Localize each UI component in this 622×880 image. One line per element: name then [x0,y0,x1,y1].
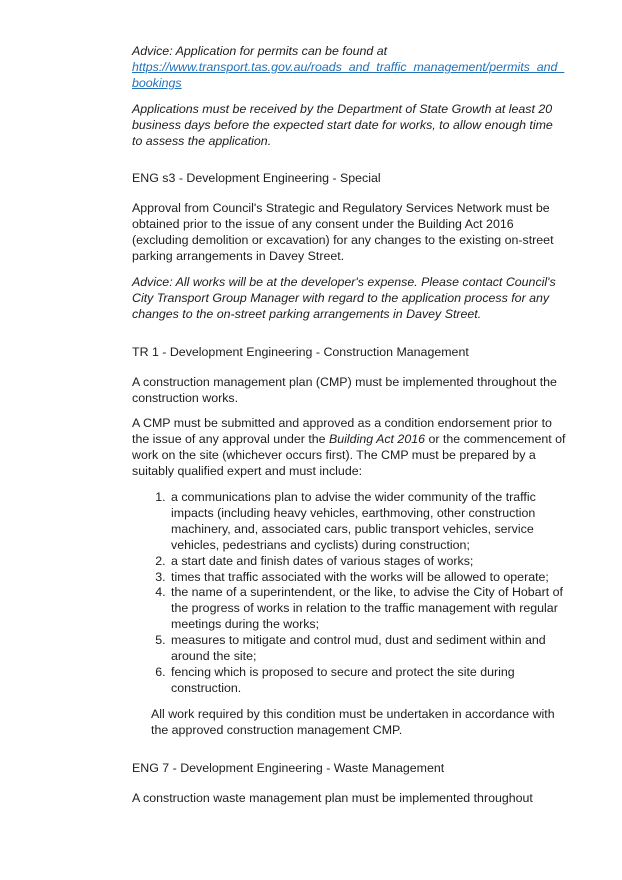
cmp-requirements-list [132,490,566,697]
eng-7-body-paragraph: A construction waste management plan must be implemented throughout [132,790,533,805]
list-item: 5. measures to mitigate and control mud, dust and sediment within and around the site; [169,633,566,665]
heading-eng-7: ENG 7 - Development Engineering - Waste Management [132,760,445,775]
eng-s3-advice-paragraph: Advice: All works will be at the developer's expense. Please contact Council's City Transport Group Manager with regard to the application process for any changes to the on-street parking arrangements in Davey Street. [132,274,556,321]
list-item: 1. a communications plan to advise the wider community of the traffic impacts (including heavy vehicles, earthmoving, other construction machinery, and, associated cars, public transport vehicles, service vehicles, pedestrians and cyclists) during construction; [169,490,566,554]
advice-permits-paragraph [132,44,566,92]
heading-tr-1: TR 1 - Development Engineering - Construction Management [132,344,469,359]
cmp-text-after: or the commencement of work on the site (whichever occurs first). The CMP must be prepared by a suitably qualified expert and must include: [132,432,566,479]
tr-1-closing-paragraph: All work required by this condition must be undertaken in accordance with the approved construction management CMP. [151,706,555,737]
cmp-text-before: A CMP must be submitted and approved as a condition endorsement prior to the issue of any approval under the [132,416,552,447]
permits-link[interactable]: https://www.transport.tas.gov.au/roads_and_traffic_management/permits_and_bookings [132,59,565,90]
list-item: 2. a start date and finish dates of various stages of works; [169,554,566,570]
tr-1-intro-paragraph: A construction management plan (CMP) must be implemented throughout the construction works. [132,374,557,405]
heading-eng-s3: ENG s3 - Development Engineering - Special [132,171,381,186]
list-item: 6. fencing which is proposed to secure and protect the site during construction. [169,665,566,697]
building-act-italic: Building Act 2016 [329,432,425,447]
eng-s3-body-paragraph: Approval from Council's Strategic and Regulatory Services Network must be obtained prior to the issue of any consent under the Building Act 2016 (excluding demolition or excavation) for any changes to the existing on-street parking arrangements in Davey Street. [132,201,554,264]
advice-permits-text: Advice: Application for permits can be found at [132,44,388,58]
document-page [132,44,566,816]
tr-1-cmp-paragraph [132,416,566,480]
list-item: 4. the name of a superintendent, or the like, to advise the City of Hobart of the progress of works in relation to the traffic management with regular meetings during the works; [169,585,566,633]
list-item: 3. times that traffic associated with the works will be allowed to operate; [169,570,566,586]
advice-applications-paragraph: Applications must be received by the Department of State Growth at least 20 business days before the expected start date for works, to allow enough time to assess the application. [132,101,553,148]
